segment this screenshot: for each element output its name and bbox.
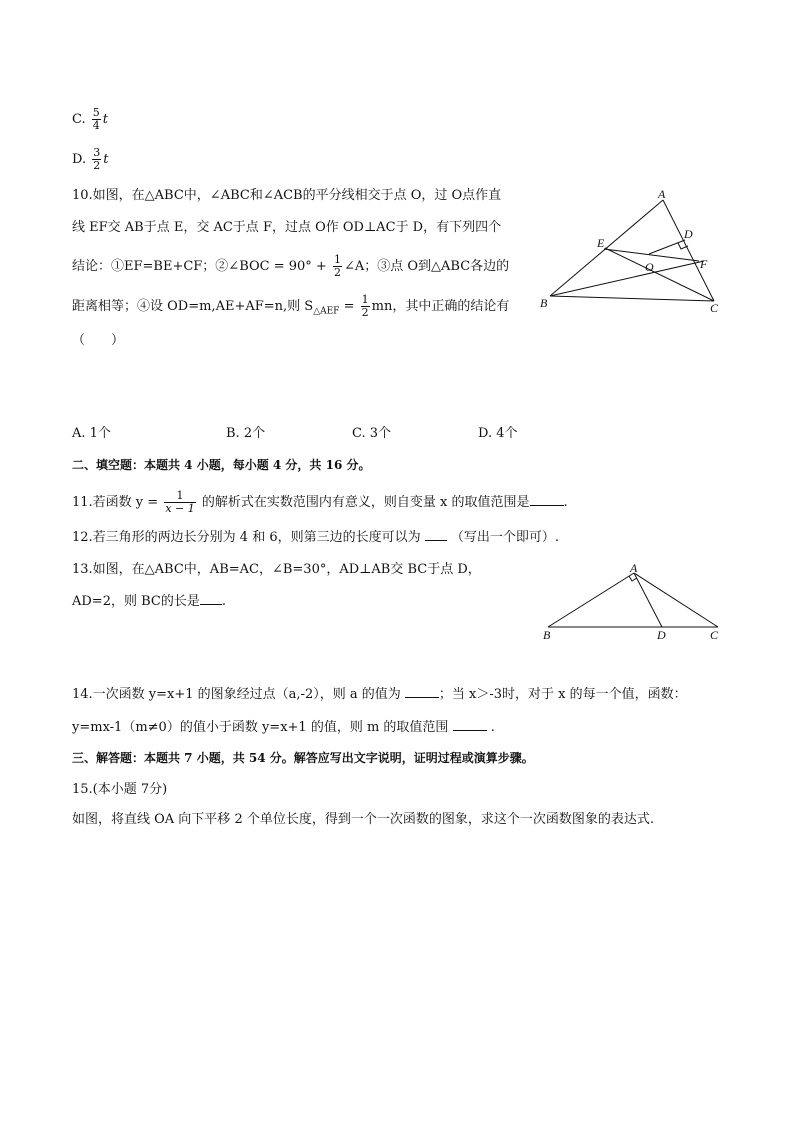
label-d: D xyxy=(657,628,666,642)
frac-num: 5 xyxy=(92,106,100,119)
label-a: A xyxy=(658,188,666,201)
subscript: △AEF xyxy=(313,306,340,317)
label-e: E xyxy=(597,236,605,250)
q13-triangle-figure xyxy=(538,562,728,642)
option-label: D. xyxy=(72,152,87,167)
label-b: B xyxy=(543,628,551,642)
q13-line1: 13.如图，在△ABC中，AB=AC，∠B=30°，AD⊥AB交 BC于点 D， xyxy=(72,562,481,577)
option-label: C. xyxy=(72,112,86,127)
text: 结论：①EF=BE+CF；②∠BOC = 90° + xyxy=(72,259,327,274)
fraction xyxy=(92,107,101,132)
variable: t xyxy=(103,152,109,167)
answer-blank[interactable] xyxy=(200,592,222,605)
label-d: D xyxy=(684,227,693,241)
q13-line2 xyxy=(72,592,226,611)
text: . xyxy=(221,594,226,609)
q10-line1: 10.如图，在△ABC中，∠ABC和∠ACB的平分线相交于点 O，过 O点作直 xyxy=(72,188,502,203)
q14-line2 xyxy=(72,718,495,737)
segment-ab xyxy=(550,200,663,296)
label-c: C xyxy=(710,301,719,315)
segment-bc xyxy=(550,296,714,301)
answer-blank[interactable] xyxy=(405,685,439,698)
fraction xyxy=(164,490,195,515)
q11 xyxy=(72,490,568,515)
text: 11.若函数 y = xyxy=(72,495,159,510)
segment-ab xyxy=(548,573,634,627)
q10-option-c: C. 3个 xyxy=(352,426,392,441)
label-f: F xyxy=(700,257,708,271)
answer-blank[interactable] xyxy=(425,528,447,541)
text: 的解析式在实数范围内有意义，则自变量 x 的取值范围是 xyxy=(201,495,530,510)
answer-blank[interactable] xyxy=(453,718,487,731)
frac-den: 2 xyxy=(333,266,341,279)
text: = xyxy=(343,299,355,314)
q10-answer-paren: （ ） xyxy=(72,333,125,348)
text: ∠A；③点 O到△ABC各边的 xyxy=(343,259,510,274)
text: y=mx-1（m≠0）的值小于函数 y=x+1 的值，则 m 的取值范围 xyxy=(72,720,449,735)
segment-ac xyxy=(663,200,714,301)
q10-option-b: B. 2个 xyxy=(226,426,266,441)
q10-line3 xyxy=(72,254,509,279)
frac-den: 2 xyxy=(361,306,369,319)
frac-num: 1 xyxy=(333,253,341,266)
q10-line2: 线 EF交 AB于点 E，交 AC于点 F，过点 O作 OD⊥AC于 D，有下列四个 xyxy=(72,220,502,235)
fraction xyxy=(361,294,370,319)
text: AD=2，则 BC的长是 xyxy=(72,594,200,609)
variable: t xyxy=(102,112,108,127)
text: （写出一个即可）. xyxy=(450,530,560,545)
section-2-heading: 二、填空题：本题共 4 小题，每小题 4 分，共 16 分。 xyxy=(72,458,371,472)
section-3-heading: 三、解答题：本题共 7 小题，共 54 分。解答应写出文字说明，证明过程或演算步骤。 xyxy=(72,751,534,765)
label-o: O xyxy=(645,260,654,274)
label-b: B xyxy=(540,296,548,310)
frac-den: x − 1 xyxy=(165,502,195,515)
q10-option-d: D. 4个 xyxy=(478,426,518,441)
segment-ad xyxy=(634,573,662,627)
label-a: A xyxy=(630,562,638,575)
label-c: C xyxy=(710,628,719,642)
fraction xyxy=(333,254,342,279)
text: 12.若三角形的两边长分别为 4 和 6，则第三边的长度可以为 xyxy=(72,530,421,545)
q10-triangle-figure xyxy=(536,188,736,318)
bisector-bo xyxy=(550,261,704,296)
q10-option-a: A. 1个 xyxy=(72,426,111,441)
text: ；当 x＞-3时，对于 x 的每一个值，函数： xyxy=(438,687,687,702)
q15-title: 15.(本小题 7分) xyxy=(72,782,168,797)
segment-ac xyxy=(634,573,718,627)
text: . xyxy=(563,495,568,510)
frac-num: 3 xyxy=(93,146,101,159)
text: mn，其中正确的结论有 xyxy=(371,299,510,314)
text: . xyxy=(490,720,495,735)
fraction xyxy=(92,147,101,172)
text: 14.一次函数 y=x+1 的图象经过点（a,-2），则 a 的值为 xyxy=(72,687,401,702)
frac-num: 1 xyxy=(176,489,184,502)
q12 xyxy=(72,528,559,547)
text: 距离相等；④设 OD=m,AE+AF=n,则 S xyxy=(72,299,314,314)
frac-den: 2 xyxy=(93,159,101,172)
q9-option-d xyxy=(72,147,108,172)
q15-text: 如图，将直线 OA 向下平移 2 个单位长度，得到一个一次函数的图象，求这个一次函数图象的表达式. xyxy=(72,812,654,827)
q14-line1 xyxy=(72,685,687,704)
frac-den: 4 xyxy=(92,119,100,132)
answer-blank[interactable] xyxy=(530,493,564,506)
frac-num: 1 xyxy=(361,293,369,306)
q9-option-c xyxy=(72,107,108,132)
q10-line4 xyxy=(72,294,509,321)
